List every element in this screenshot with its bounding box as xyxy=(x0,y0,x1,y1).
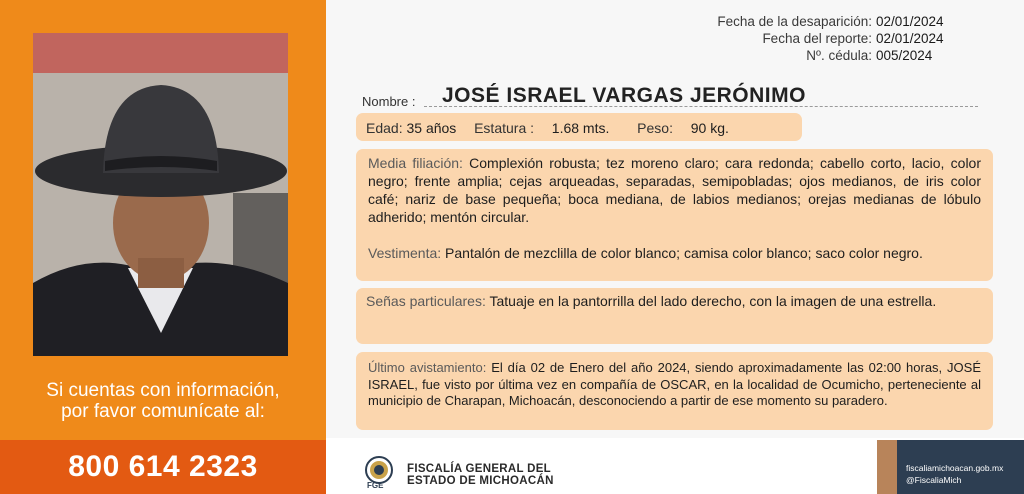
vestimenta-label: Vestimenta: xyxy=(368,245,442,261)
vestimenta-text: Pantalón de mezclilla de color blanco; camisa color blanco; saco color negro. xyxy=(445,245,923,261)
name-row xyxy=(362,84,978,110)
report-date-label: Fecha del reporte: xyxy=(762,31,872,46)
last-seen-card xyxy=(356,352,993,430)
contact-message xyxy=(0,380,326,422)
contact-line-2: por favor comunícate al: xyxy=(61,401,265,422)
contact-line-1: Si cuentas con información, xyxy=(46,380,280,401)
senas-label: Señas particulares: xyxy=(366,293,486,309)
date-values xyxy=(876,13,1016,64)
age-value: 35 años xyxy=(406,120,457,136)
senas-text: Tatuaje en la pantorrilla del lado derecho, con la imagen de una estrella. xyxy=(489,293,937,309)
height-value: 1.68 mts. xyxy=(551,120,610,136)
weight-value: 90 kg. xyxy=(690,120,729,136)
social-links xyxy=(906,462,1003,486)
weight-label: Peso: xyxy=(637,120,673,136)
person-photo xyxy=(33,33,288,356)
org-line-1: FISCALÍA GENERAL DEL xyxy=(407,463,552,475)
filiacion-text: Complexión robusta; tez moreno claro; cara redonda; cabello corto, lacio, color negro; frente amplia; cejas arqueadas, separadas, semipobladas; ojos medianos, de iris color café; nariz de base pequeña; boca mediana, de labios medianos; orejas medianas de lóbulo adherido; mentón circular. xyxy=(368,155,981,225)
description-card xyxy=(356,149,993,281)
filiacion-paragraph xyxy=(368,154,981,226)
social-stripe xyxy=(877,440,897,494)
distinguishing-marks-card xyxy=(356,288,993,344)
avistamiento-paragraph xyxy=(368,360,981,410)
social-handle[interactable]: @FiscaliaMich xyxy=(906,475,962,485)
report-date-value: 02/01/2024 xyxy=(876,31,944,46)
height-label: Estatura : xyxy=(474,120,535,136)
senas-paragraph xyxy=(366,292,981,310)
disappearance-date-value: 02/01/2024 xyxy=(876,14,944,29)
phone-number[interactable]: 800 614 2323 xyxy=(0,440,326,494)
vestimenta-paragraph xyxy=(368,244,981,262)
seal-text: FGE xyxy=(367,481,384,490)
org-line-2: ESTADO DE MICHOACÁN xyxy=(407,475,554,487)
basic-info-card xyxy=(356,113,802,141)
avistamiento-label: Último avistamiento: xyxy=(368,360,487,375)
website-link[interactable]: fiscaliamichoacan.gob.mx xyxy=(906,463,1004,473)
date-labels xyxy=(640,13,872,64)
person-name: JOSÉ ISRAEL VARGAS JERÓNIMO xyxy=(442,84,806,107)
fge-seal-icon xyxy=(359,455,399,491)
name-label: Nombre : xyxy=(362,94,416,109)
filiacion-label: Media filiación: xyxy=(368,155,463,171)
id-number-label: Nº. cédula: xyxy=(806,48,872,63)
age-label: Edad: xyxy=(366,120,403,136)
org-name xyxy=(407,463,554,487)
disappearance-date-label: Fecha de la desaparición: xyxy=(717,14,872,29)
avistamiento-text: El día 02 de Enero del año 2024, siendo aproximadamente las 02:00 horas, JOSÉ ISRAEL, fue visto por última vez en compañía de OSCAR, en la localidad de Ocumicho, perteneciente al municipio de Charapan, Michoacán, desconociendo a partir de ese momento su paradero. xyxy=(368,360,981,408)
id-number-value: 005/2024 xyxy=(876,48,933,63)
